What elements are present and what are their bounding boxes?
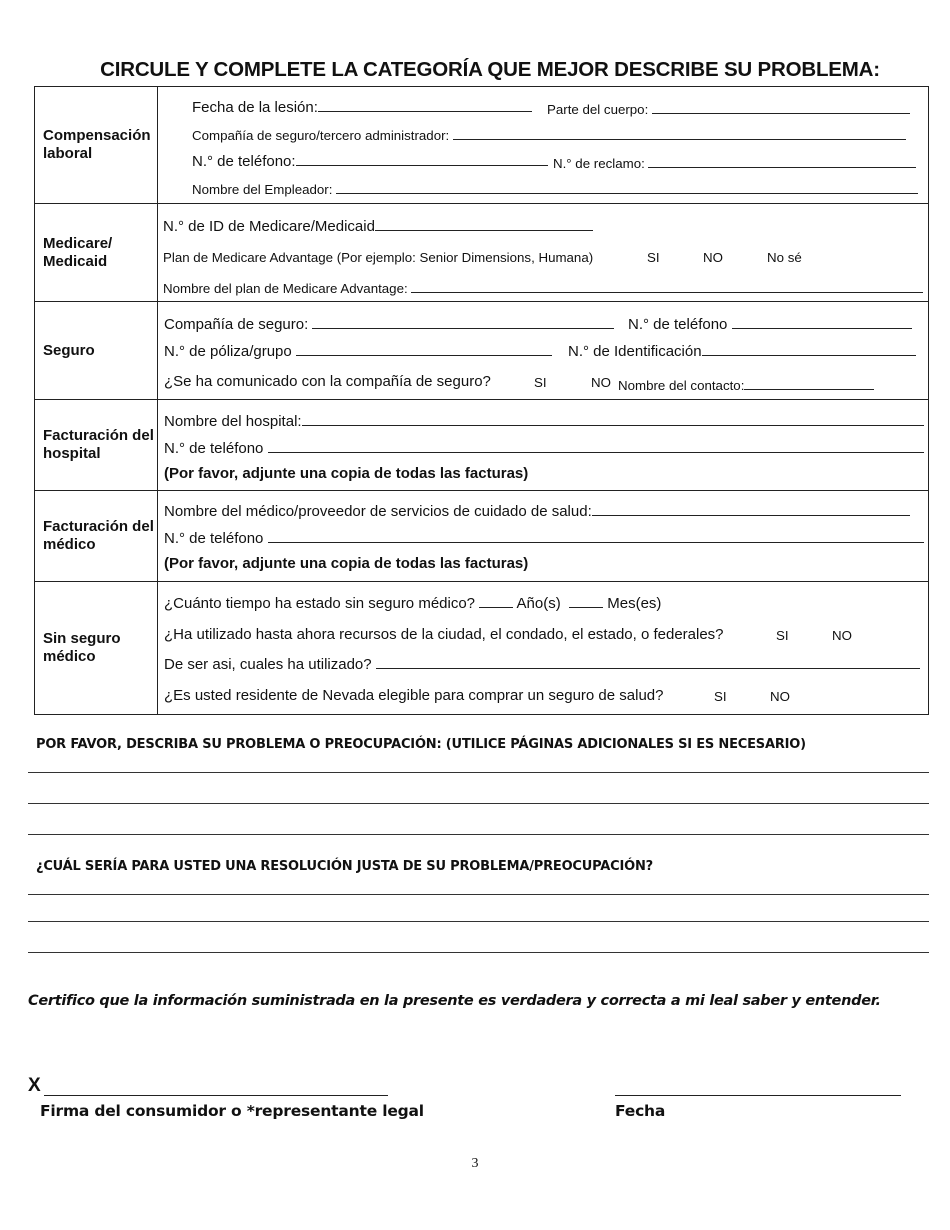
contacted-no-option[interactable]: NO [591,375,611,390]
resolution-heading: ¿CUÁL SERÍA PARA USTED UNA RESOLUCIÓN JUSTA DE SU PROBLEMA/PREOCUPACIÓN? [36,859,653,874]
contacted-yes-option[interactable]: SI [534,375,547,390]
field-label: Compañía de seguro/tercero administrador: [192,128,450,143]
category-label: Medicare/ Medicaid [35,204,158,302]
field-label: N.° de teléfono [164,440,264,457]
problem-line[interactable] [28,772,929,773]
field-label: N.° de póliza/grupo [164,343,292,360]
hospital-phone-field[interactable] [164,438,924,457]
category-insurance [35,302,929,400]
resources-yes-option[interactable]: SI [776,628,789,643]
nevada-yes-option[interactable]: SI [714,689,727,704]
advantage-plan-question: Plan de Medicare Advantage (Por ejemplo: Senior Dimensions, Humana) [163,250,594,265]
field-label: N.° de ID de Medicare/Medicaid [163,218,375,235]
field-label: Parte del cuerpo: [547,102,649,117]
field-label: Nombre del contacto: [618,378,745,393]
resources-no-option[interactable]: NO [832,628,852,643]
category-workers-comp [35,87,929,204]
resources-question: ¿Ha utilizado hasta ahora recursos de la ciudad, el condado, el estado, o federales? [164,626,724,643]
page-number: 3 [471,1156,479,1171]
field-label: Fecha de la lesión: [192,99,318,116]
advantage-plan-name-field[interactable] [163,278,923,296]
physician-name-field[interactable] [164,501,910,520]
field-label: Nombre del plan de Medicare Advantage: [163,281,408,296]
insurer-tpa-field[interactable] [192,125,906,143]
contacted-question: ¿Se ha comunicado con la compañía de seguro? [164,373,491,390]
page-title: CIRCULE Y COMPLETE LA CATEGORÍA QUE MEJOR DESCRIBE SU PROBLEMA: [100,58,880,81]
resolution-line[interactable] [28,894,929,895]
date-label: Fecha [615,1102,666,1120]
contact-name-field[interactable] [618,375,874,393]
physician-phone-field[interactable] [164,528,924,547]
insurance-company-field[interactable] [164,314,614,333]
category-label: Facturación del médico [35,491,158,582]
advantage-unknown-option[interactable]: No sé [767,250,802,265]
insurance-id-field[interactable] [568,341,916,360]
advantage-no-option[interactable]: NO [703,250,723,265]
signer-label: Firma del consumidor o *representante legal [40,1102,424,1120]
category-physician-billing [35,491,929,582]
category-medicare [35,204,929,302]
problem-line[interactable] [28,834,929,835]
nevada-no-option[interactable]: NO [770,689,790,704]
months-label: Mes(es) [607,595,662,612]
field-label: Nombre del hospital: [164,413,302,430]
injury-date-field[interactable] [192,97,532,116]
problem-heading: POR FAVOR, DESCRIBA SU PROBLEMA O PREOCUPACIÓN: (UTILICE PÁGINAS ADICIONALES SI ES NECESARIO) [36,737,806,752]
comp-phone-field[interactable] [192,151,548,170]
field-label: De ser asi, cuales ha utilizado? [164,656,372,673]
uninsured-duration-field[interactable] [164,593,661,612]
body-part-field[interactable] [547,99,910,117]
category-label: Seguro [35,302,158,400]
field-label: Nombre del Empleador: [192,182,333,197]
field-label: Compañía de seguro: [164,316,309,333]
resources-used-field[interactable] [164,654,920,673]
field-label: N.° de reclamo: [553,156,645,171]
certification-statement: Certifico que la información suministrada en la presente es verdadera y correcta a mi leal saber y entender. [28,993,881,1009]
advantage-yes-option[interactable]: SI [647,250,660,265]
policy-group-field[interactable] [164,341,552,360]
field-label: Nombre del médico/proveedor de servicios de cuidado de salud: [164,503,592,520]
medicare-id-field[interactable] [163,216,593,235]
category-table [34,86,929,715]
hospital-name-field[interactable] [164,411,924,430]
field-label: N.° de Identificación [568,343,702,360]
field-label: N.° de teléfono: [192,153,296,170]
nevada-resident-question: ¿Es usted residente de Nevada elegible para comprar un seguro de salud? [164,687,664,704]
category-uninsured [35,582,929,715]
field-label: N.° de teléfono [628,316,728,333]
problem-line[interactable] [28,803,929,804]
employer-field[interactable] [192,179,918,197]
resolution-line[interactable] [28,921,929,922]
category-label: Sin seguro médico [35,582,158,715]
physician-attach-note: (Por favor, adjunte una copia de todas las facturas) [164,555,529,572]
resolution-line[interactable] [28,952,929,953]
claim-number-field[interactable] [553,153,916,171]
category-label: Facturación del hospital [35,400,158,491]
insurance-phone-field[interactable] [628,314,912,333]
category-hospital-billing [35,400,929,491]
hospital-attach-note: (Por favor, adjunte una copia de todas las facturas) [164,465,529,482]
category-label: Compensación laboral [35,87,158,204]
signature-mark: X [28,1075,41,1096]
signature-line[interactable] [44,1095,388,1096]
field-label: ¿Cuánto tiempo ha estado sin seguro médico? [164,595,476,612]
field-label: N.° de teléfono [164,530,264,547]
years-label: Año(s) [516,595,561,612]
date-line[interactable] [615,1095,901,1096]
